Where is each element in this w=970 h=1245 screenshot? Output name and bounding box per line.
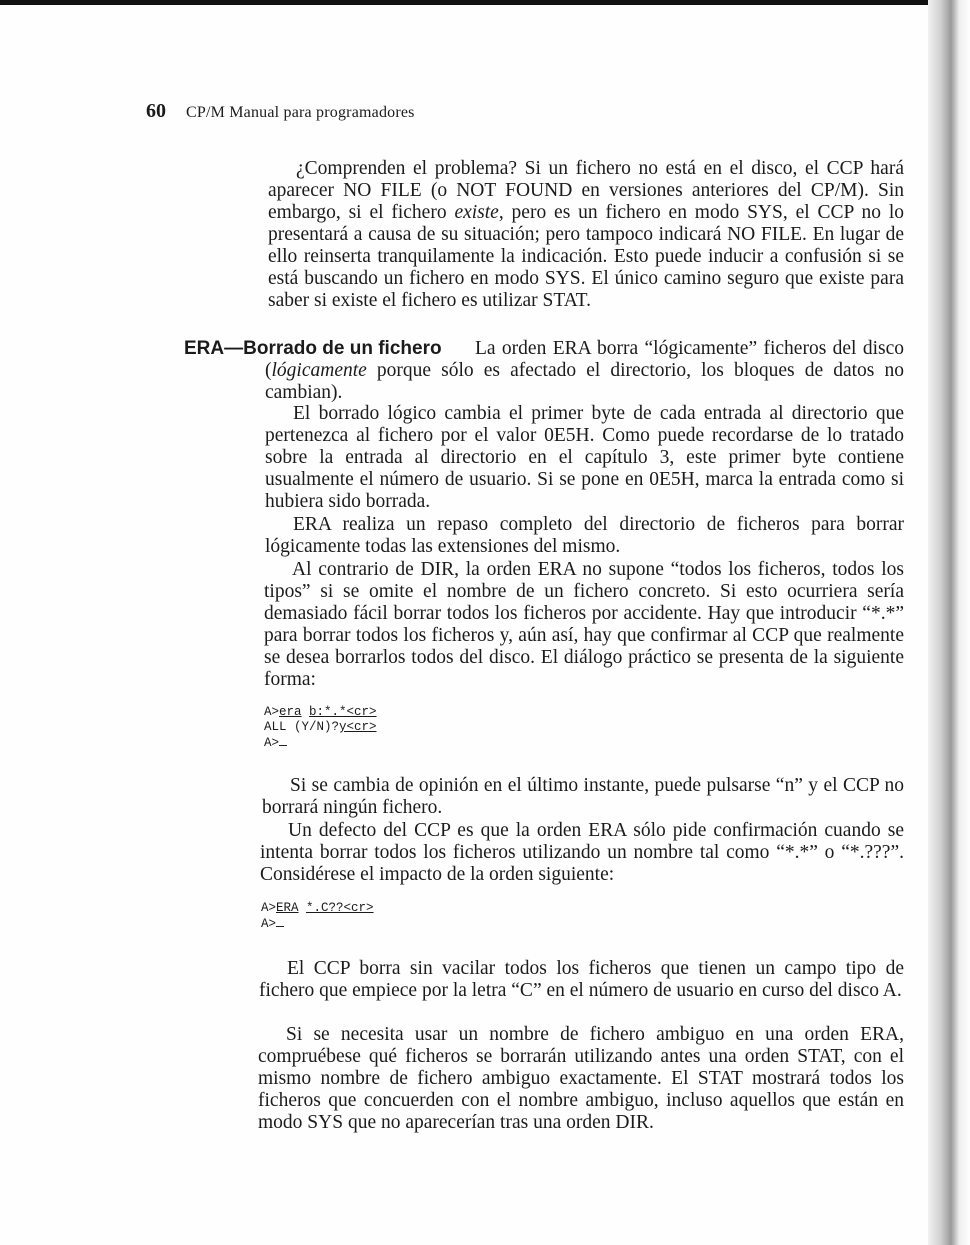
section-paragraph-7: El CCP borra sin vacilar todos los ficheros que tienen un campo tipo de fichero que empiece por la letra “C” en el número de usuario en curso del disco A.: [259, 958, 904, 1001]
section-paragraph-2: El borrado lógico cambia el primer byte de cada entrada al directorio que pertenezca al fichero por el valor 0E5H. Como puede recordarse de lo tratado sobre la entrada al directorio en el capítulo 3, este primer byte contiene usualmente el número de usuario. Si se pone en 0E5H, marca la entrada como si hubiera sido borrada.: [265, 403, 904, 512]
section-paragraph-5: Si se cambia de opinión en el último instante, puede pulsarse “n” y el CCP no borrará ningún fichero.: [262, 775, 904, 818]
section-paragraph-6: Un defecto del CCP es que la orden ERA sólo pide confirmación cuando se intenta borrar todos los ficheros utilizando un nombre tal como “*.*” o “*.???”. Considérese el impacto de la orden siguiente:: [260, 820, 904, 885]
section-paragraph-3: ERA realiza un repaso completo del directorio de ficheros para borrar lógicamente todas las extensiones del mismo.: [265, 514, 904, 557]
top-scan-edge: [0, 0, 970, 5]
section-paragraph-8: Si se necesita usar un nombre de fichero ambiguo en una orden ERA, compruébese qué ficheros se borrarán utilizando antes una orden STAT, con el mismo nombre de fichero ambiguo exactamente. El STAT mostrará todos los ficheros que concuerden con el nombre ambiguo, incluso aquellos que están en modo SYS que no aparecerían tras una orden DIR.: [258, 1024, 904, 1133]
cursor-mark: [276, 916, 284, 927]
page-number: 60: [146, 100, 166, 122]
running-title: CP/M Manual para programadores: [186, 104, 415, 121]
code-example-2: A>ERA *.C??<cr> A>: [261, 901, 374, 931]
section-paragraph-4: Al contrario de DIR, la orden ERA no supone “todos los ficheros, todos los tipos” si se omite el nombre de un fichero concreto. Si esto ocurriera sería demasiado fácil borrar todos los ficheros por accidente. Hay que introducir “*.*” para borrar todos los ficheros y, aún así, hay que confirmar al CCP que realmente se desea borrarlos todos del disco. El diálogo práctico se presenta de la siguiente forma:: [264, 559, 904, 690]
code-example-1: A>era b:*.*<cr> ALL (Y/N)?y<cr> A>: [264, 705, 377, 750]
page-header: [146, 100, 415, 123]
book-spine-shadow: [928, 0, 970, 1245]
cursor-mark: [279, 735, 287, 746]
section-paragraph-1: ERA—Borrado de un fichero La orden ERA borra “lógicamente” ficheros del disco (lógicamente porque sólo es afectado el directorio, los bloques de datos no cambian).: [184, 338, 904, 403]
intro-paragraph: ¿Comprenden el problema? Si un fichero no está en el disco, el CCP hará aparecer NO FILE (o NOT FOUND en versiones anteriores del CP/M). Sin embargo, si el fichero existe, pero es un fichero en modo SYS, el CCP no lo presentará a causa de su situación; pero tampoco indicará NO FILE. En lugar de ello reinserta tranquilamente la indicación. Esto puede inducir a confusión si se está buscando un fichero en modo SYS. El único camino seguro que existe para saber si existe el fichero es utilizar STAT.: [268, 158, 904, 311]
section-heading: ERA—Borrado de un fichero: [184, 338, 442, 359]
